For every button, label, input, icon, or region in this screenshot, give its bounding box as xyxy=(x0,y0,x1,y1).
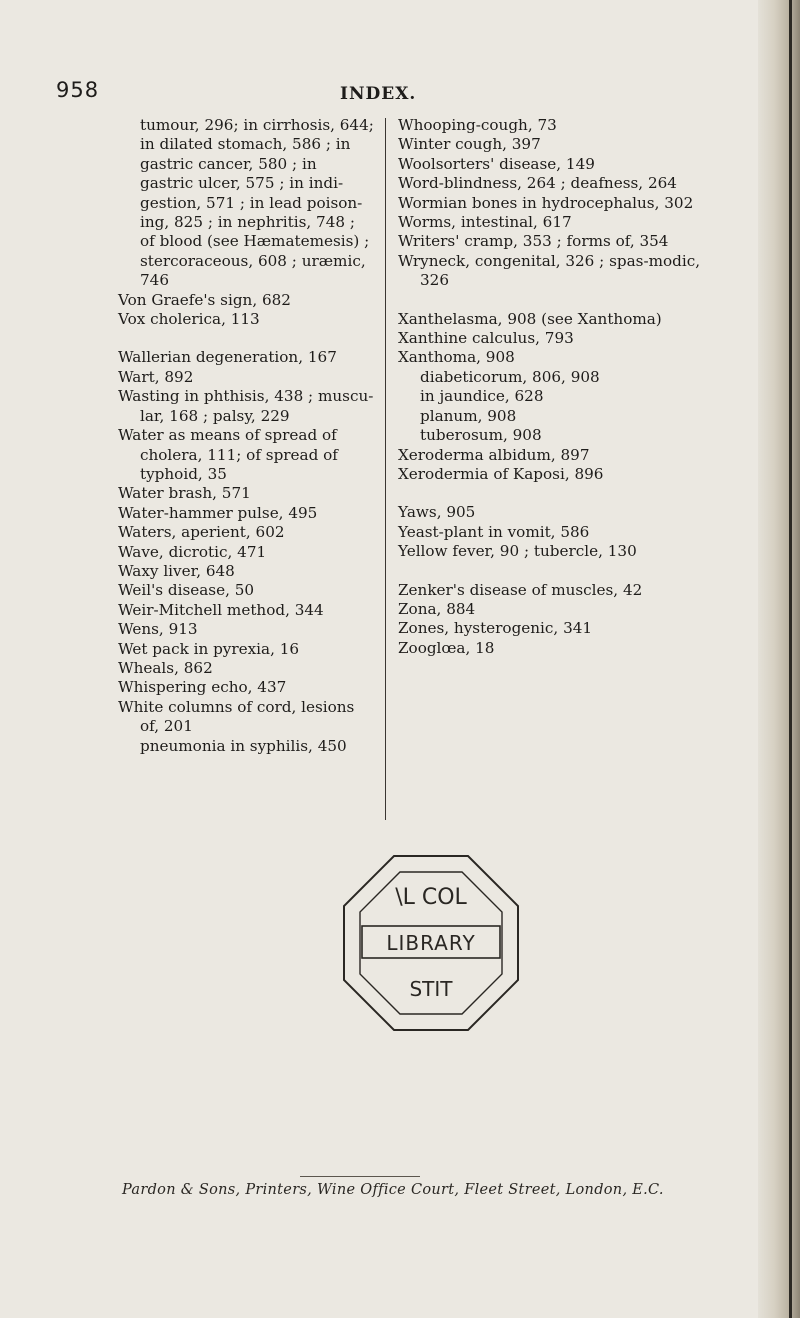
index-entry: Woolsorters' disease, 149 xyxy=(398,154,595,173)
index-entry: Zooglœa, 18 xyxy=(398,638,495,657)
index-entry: Writers' cramp, 353 ; forms of, 354 xyxy=(398,232,669,251)
index-entry: Vox cholerica, 113 xyxy=(118,310,260,329)
footer-rule xyxy=(300,1176,420,1177)
index-subentry: diabeticorum, 806, 908 xyxy=(420,367,600,386)
index-column-left xyxy=(118,116,374,756)
index-entry: Worms, intestinal, 617 xyxy=(398,213,572,232)
index-gap xyxy=(398,562,728,581)
index-entry: Von Graefe's sign, 682 xyxy=(118,290,291,309)
index-entry: Water-hammer pulse, 495 xyxy=(118,503,318,522)
printer-imprint: Pardon & Sons, Printers, Wine Office Court, Fleet Street, London, E.C. xyxy=(122,1182,664,1198)
index-entry: Word-blindness, 264 ; deafness, 264 xyxy=(398,174,677,193)
index-subentry: in jaundice, 628 xyxy=(420,387,544,406)
index-entry: Wallerian degeneration, 167 xyxy=(118,348,337,367)
index-entry: Xeroderma albidum, 897 xyxy=(398,445,590,464)
index-entry: Wave, dicrotic, 471 xyxy=(118,542,267,561)
page-number: 958 xyxy=(56,78,100,102)
index-subentry: tuberosum, 908 xyxy=(420,426,542,445)
index-entry: Weil's disease, 50 xyxy=(118,581,255,600)
running-head: INDEX. xyxy=(340,84,417,104)
index-entry: Yeast-plant in vomit, 586 xyxy=(398,522,590,541)
index-entry: Wasting in phthisis, 438 ; muscu-lar, 168 ; palsy, 229 xyxy=(118,387,374,425)
index-entry: Wart, 892 xyxy=(118,367,194,386)
stamp-center-text: LIBRARY xyxy=(386,931,476,955)
index-column-right xyxy=(398,116,728,658)
index-entry: Wens, 913 xyxy=(118,620,198,639)
index-gap xyxy=(398,484,728,503)
index-entry: Wet pack in pyrexia, 16 xyxy=(118,639,300,658)
index-entry: Yaws, 905 xyxy=(398,503,476,522)
index-entry: Zona, 884 xyxy=(398,599,476,618)
index-entry: Waters, aperient, 602 xyxy=(118,523,285,542)
page-edge-line xyxy=(789,0,792,1318)
page-edge-shadow xyxy=(758,0,800,1318)
stamp-top-text: \L COL xyxy=(395,885,467,910)
index-continuation: tumour, 296; in cirrhosis, 644; in dilated stomach, 586 ; in gastric cancer, 580 ; in gastric ulcer, 575 ; in indi-gestion, 571 ; in lead poison-ing, 825 ; in nephritis, 748 ; of blood (see Hæmatemesis) ; stercoraceous, 608 ; uræmic, 746 xyxy=(140,116,374,290)
index-entry: Weir-Mitchell method, 344 xyxy=(118,600,324,619)
index-entry: Wormian bones in hydrocephalus, 302 xyxy=(398,193,694,212)
index-entry: Water brash, 571 xyxy=(118,484,251,503)
index-entry: Winter cough, 397 xyxy=(398,135,541,154)
index-entry: Waxy liver, 648 xyxy=(118,561,235,580)
index-gap xyxy=(398,291,728,310)
index-entry: Zenker's disease of muscles, 42 xyxy=(398,580,643,599)
index-entry: Zones, hysterogenic, 341 xyxy=(398,619,593,638)
index-entry: Xanthelasma, 908 (see Xanthoma) xyxy=(398,309,662,328)
index-entry: Wheals, 862 xyxy=(118,658,213,677)
stamp-bottom-text: STIT xyxy=(409,977,453,1001)
index-entry: Water as means of spread of cholera, 111; of spread of typhoid, 35 xyxy=(118,426,338,483)
index-entry: Xanthine calculus, 793 xyxy=(398,329,574,348)
index-entry: Yellow fever, 90 ; tubercle, 130 xyxy=(398,542,637,561)
index-entry: Wryneck, congenital, 326 ; spas-modic, 326 xyxy=(398,251,701,290)
index-entry: Xanthoma, 908 xyxy=(398,348,515,367)
index-entry: Whispering echo, 437 xyxy=(118,678,287,697)
column-divider xyxy=(385,118,386,820)
index-gap xyxy=(118,329,374,348)
index-entry: White columns of cord, lesions of, 201 xyxy=(118,697,355,736)
index-subentry: pneumonia in syphilis, 450 xyxy=(140,736,347,755)
index-entry: Whooping-cough, 73 xyxy=(398,116,557,134)
library-stamp xyxy=(336,848,526,1038)
index-subentry: planum, 908 xyxy=(420,406,517,425)
index-entry: Xerodermia of Kaposi, 896 xyxy=(398,464,604,483)
